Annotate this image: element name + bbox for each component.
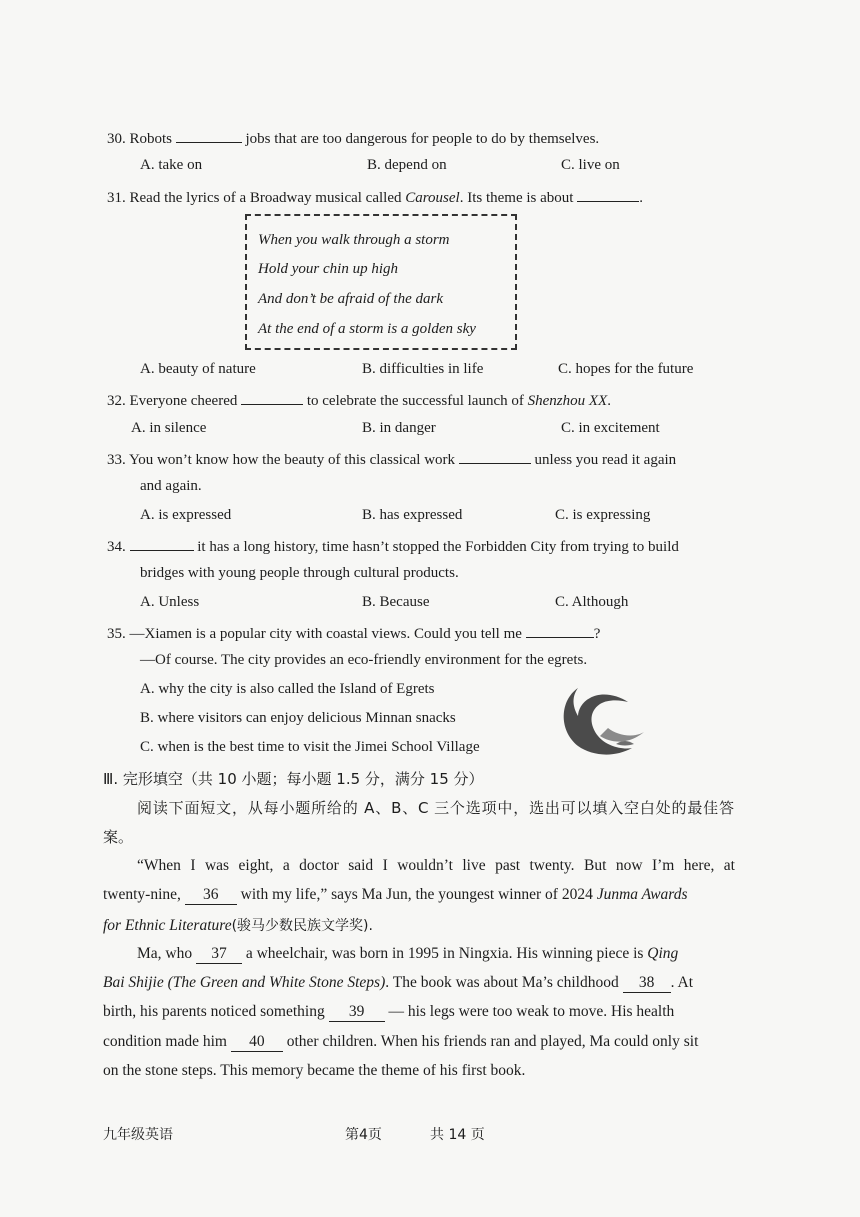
award-name: Junma Awards <box>596 886 688 903</box>
passage-text: Ma, who <box>137 945 196 962</box>
passage-text: . The book was about Ma’s childhood <box>385 974 623 991</box>
q34-option-b: B. Because <box>362 594 430 610</box>
book-title: Qing <box>647 945 679 962</box>
q33-stem-post: unless you read it again <box>530 452 677 468</box>
q31-title: Carousel <box>405 190 460 206</box>
blank-38: 38 <box>623 974 671 993</box>
q35-option-b: B. where visitors can enjoy delicious Minnan snacks <box>140 710 456 726</box>
q33-stem-line2: and again. <box>140 478 202 494</box>
question-32 <box>107 390 611 410</box>
q35-line1: 35. —Xiamen is a popular city with coastal views. Could you tell me <box>107 626 526 642</box>
passage-text: condition made him <box>103 1033 231 1050</box>
passage-p2-line4 <box>103 1033 735 1052</box>
passage-p1-line1: “When I was eight, a doctor said I wouldn’t live past twenty. But now I’m here, at <box>137 857 735 874</box>
egret-logo-icon <box>556 684 648 760</box>
question-33 <box>107 449 676 469</box>
q35-blank <box>526 623 594 638</box>
passage-text: . At <box>670 974 694 991</box>
passage-p1-line3 <box>103 915 735 935</box>
q32-title: Shenzhou XX <box>527 393 608 409</box>
blank-37: 37 <box>196 945 242 964</box>
footer-page-number: 第4页 <box>345 1127 382 1143</box>
passage-text: other children. When his friends ran and played, Ma could only sit <box>282 1033 699 1050</box>
q30-option-a: A. take on <box>140 157 203 173</box>
blank-40: 40 <box>231 1033 283 1052</box>
q32-option-b: B. in danger <box>362 420 436 436</box>
q34-number: 34. <box>107 539 126 555</box>
question-35 <box>107 623 600 643</box>
q34-stem-line2: bridges with young people through cultural products. <box>140 565 459 581</box>
q30-blank <box>176 128 242 143</box>
section-3-heading: Ⅲ. 完形填空（共 10 小题；每小题 1.5 分，满分 15 分） <box>103 770 484 788</box>
q31-number: 31. <box>107 190 126 206</box>
lyric-line-3: And don’t be afraid of the dark <box>258 291 443 307</box>
question-30 <box>107 128 599 148</box>
lyric-line-1: When you walk through a storm <box>258 232 450 248</box>
q31-option-b: B. difficulties in life <box>362 361 484 377</box>
section-3-instruction-line2: 案。 <box>103 828 134 846</box>
question-31 <box>107 187 643 207</box>
q30-stem-post: jobs that are too dangerous for people to do by themselves. <box>241 131 600 147</box>
lyric-line-4: At the end of a storm is a golden sky <box>258 321 476 337</box>
q35-line1-end: ? <box>593 626 601 642</box>
q33-option-c: C. is expressing <box>555 507 651 523</box>
passage-text: twenty-nine, <box>103 886 185 903</box>
q31-option-c: C. hopes for the future <box>558 361 694 377</box>
passage-p2-line2 <box>103 974 735 993</box>
passage-text: with my life,” says Ma Jun, the youngest winner of 2024 <box>236 886 597 903</box>
passage-p2-line5: on the stone steps. This memory became the theme of his first book. <box>103 1062 526 1079</box>
q32-blank <box>241 390 303 405</box>
q33-stem-pre: 33. You won’t know how the beauty of this classical work <box>107 452 459 468</box>
passage-p2-line3 <box>103 1003 735 1022</box>
q35-option-a: A. why the city is also called the Island of Egrets <box>140 681 435 697</box>
passage-text: a wheelchair, was born in 1995 in Ningxia. His winning piece is <box>241 945 648 962</box>
q32-option-a: A. in silence <box>131 420 207 436</box>
question-34 <box>107 536 679 556</box>
q33-blank <box>459 449 531 464</box>
footer-subject: 九年级英语 <box>103 1127 173 1143</box>
blank-39: 39 <box>329 1003 385 1022</box>
passage-p2-line1 <box>137 945 769 964</box>
q34-blank <box>130 536 194 551</box>
award-chinese-name: (骏马少数民族文学奖). <box>231 918 373 934</box>
q30-option-b: B. depend on <box>367 157 447 173</box>
passage-p1-line2 <box>103 886 735 905</box>
q30-stem-pre: 30. Robots <box>107 131 176 147</box>
award-name: for Ethnic Literature <box>103 917 232 934</box>
passage-text: birth, his parents noticed something <box>103 1003 329 1020</box>
q34-option-a: A. Unless <box>140 594 200 610</box>
q33-option-a: A. is expressed <box>140 507 232 523</box>
lyric-line-2: Hold your chin up high <box>258 261 398 277</box>
q31-option-a: A. beauty of nature <box>140 361 256 377</box>
footer-total-pages: 共 14 页 <box>430 1127 485 1143</box>
q32-stem-pre: 32. Everyone cheered <box>107 393 242 409</box>
section-3-instruction-line1: 阅读下面短文，从每小题所给的 A、B、C 三个选项中，选出可以填入空白处的最佳答 <box>137 799 734 817</box>
q31-blank <box>577 187 639 202</box>
q35-line2: —Of course. The city provides an eco-friendly environment for the egrets. <box>140 652 588 668</box>
q34-option-c: C. Although <box>555 594 629 610</box>
book-title: Bai Shijie (The Green and White Stone Steps) <box>103 974 386 991</box>
q32-stem-mid: to celebrate the successful launch of <box>303 393 528 409</box>
q32-stem-end: . <box>607 393 611 409</box>
q34-stem-post: it has a long history, time hasn’t stopped the Forbidden City from trying to build <box>193 539 679 555</box>
q31-stem-end: . <box>639 190 643 206</box>
q33-option-b: B. has expressed <box>362 507 463 523</box>
passage-text: — his legs were too weak to move. His health <box>384 1003 675 1020</box>
q30-option-c: C. live on <box>561 157 620 173</box>
q35-option-c: C. when is the best time to visit the Jimei School Village <box>140 739 480 755</box>
q31-stem-pre: Read the lyrics of a Broadway musical called <box>125 190 406 206</box>
q32-option-c: C. in excitement <box>561 420 660 436</box>
q31-stem-mid: . Its theme is about <box>459 190 578 206</box>
blank-36: 36 <box>185 886 237 905</box>
